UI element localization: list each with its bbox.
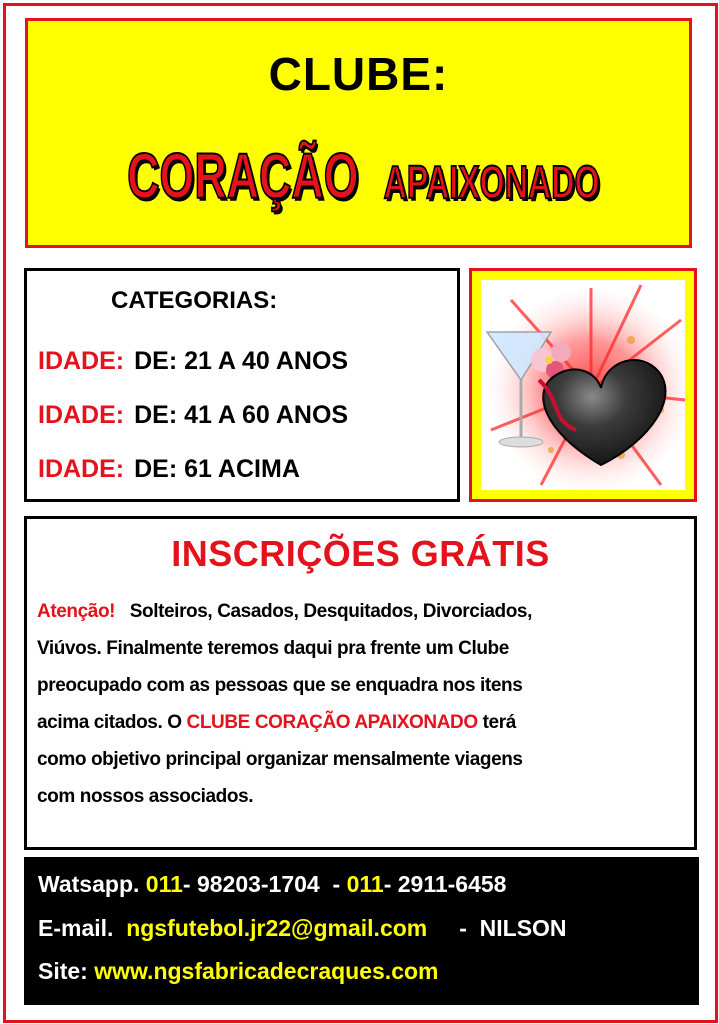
text-line-3: preocupado com as pessoas que se enquadra nos itens: [37, 675, 523, 696]
inscriptions-title: INSCRIÇÕES GRÁTIS: [171, 533, 550, 574]
site-link[interactable]: www.ngsfabricadecraques.com: [94, 958, 439, 984]
text-line-6: com nossos associados.: [37, 786, 254, 807]
header-banner: [25, 18, 692, 248]
email-link[interactable]: ngsfutebol.jr22@gmail.com: [126, 915, 428, 941]
inscriptions-text: [37, 593, 686, 815]
email-label: E-mail.: [38, 915, 114, 941]
phone-separator: -: [332, 871, 341, 897]
phone1-number: - 98203-1704: [182, 871, 320, 897]
categories-box: [24, 268, 460, 502]
text-line-4-before: acima citados. O: [37, 712, 187, 733]
email-separator: -: [459, 915, 467, 941]
phone2-area: 011: [346, 871, 384, 897]
image-frame: [469, 268, 697, 502]
email-line: [38, 915, 567, 942]
text-line-5: como objetivo principal organizar mensalmente viagens: [37, 749, 523, 770]
contact-box: [24, 857, 699, 1005]
categories-title: CATEGORIAS:: [111, 287, 278, 314]
category-value: DE: 21 A 40 ANOS: [134, 347, 349, 375]
category-label: IDADE:: [38, 455, 125, 483]
text-line-1: Solteiros, Casados, Desquitados, Divorciados,: [129, 601, 532, 622]
contact-name: NILSON: [479, 915, 567, 941]
club-title: CLUBE:: [268, 48, 449, 100]
phone2-number: - 2911-6458: [383, 871, 507, 897]
category-value: DE: 41 A 60 ANOS: [134, 401, 349, 429]
text-line: [37, 593, 686, 630]
heart-illustration: [481, 280, 685, 490]
category-row: [38, 347, 348, 376]
club-name-part1: CORAÇÃO: [127, 140, 359, 212]
phone1-area: 011: [145, 871, 183, 897]
club-name: [127, 139, 600, 213]
attention-label: Atenção!: [37, 601, 116, 622]
site-label: Site:: [38, 958, 88, 984]
text-line-2: Viúvos. Finalmente teremos daqui pra frente um Clube: [37, 638, 509, 659]
category-row: [38, 401, 348, 430]
heart-icon: [481, 280, 685, 490]
inscriptions-box: [24, 516, 697, 850]
club-name-highlight: CLUBE CORAÇÃO APAIXONADO: [186, 712, 478, 733]
category-label: IDADE:: [38, 401, 125, 429]
phone-line: [38, 871, 506, 898]
category-value: DE: 61 ACIMA: [134, 455, 300, 483]
category-label: IDADE:: [38, 347, 125, 375]
phone-label: Watsapp.: [38, 871, 140, 897]
category-row: [38, 455, 300, 484]
site-line: [38, 958, 439, 985]
text-line-4-after: terá: [477, 712, 516, 733]
club-name-part2: APAIXONADO: [383, 156, 600, 208]
text-line: [37, 704, 686, 741]
